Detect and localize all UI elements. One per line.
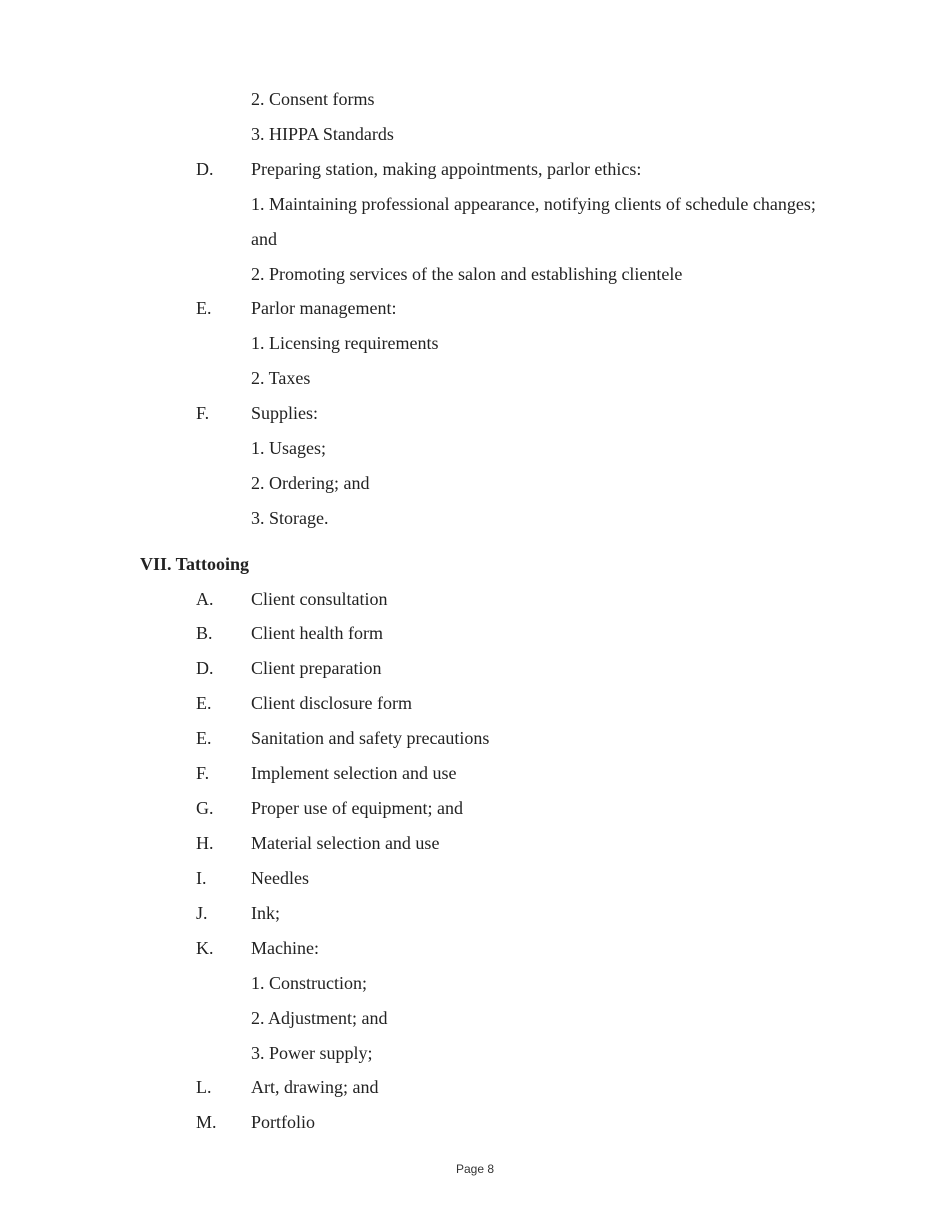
list-letter: B. [196,623,213,643]
list-letter: L. [196,1077,212,1097]
list-item: Client consultation [251,589,388,609]
list-subitem: 1. Maintaining professional appearance, notifying clients of schedule changes; [251,194,816,214]
list-letter: E. [196,693,212,713]
list-subitem: 1. Usages; [251,438,326,458]
list-letter: I. [196,868,207,888]
list-subitem: 2. Consent forms [251,89,375,109]
list-letter: K. [196,938,214,958]
list-letter: H. [196,833,214,853]
list-item: Portfolio [251,1112,316,1132]
list-subitem: 2. Promoting services of the salon and establishing clientele [251,264,683,284]
list-letter: A. [196,589,214,609]
list-letter: M. [196,1112,217,1132]
list-item: Implement selection and use [251,763,457,783]
list-item: Supplies: [251,403,319,423]
list-item: Material selection and use [251,833,440,853]
list-subitem: 3. Storage. [251,508,329,528]
list-subitem: 2. Taxes [251,368,311,388]
list-item: Proper use of equipment; and [251,798,463,818]
list-subitem: 3. Power supply; [251,1043,373,1063]
list-letter: G. [196,798,214,818]
list-item: Client disclosure form [251,693,412,713]
list-item: Client health form [251,623,383,643]
list-letter: J. [196,903,208,923]
list-subitem: 1. Licensing requirements [251,333,439,353]
page-number: Page 8 [455,1162,495,1176]
list-item: Preparing station, making appointments, parlor ethics: [251,159,642,179]
list-subitem: 2. Ordering; and [251,473,370,493]
list-item: Sanitation and safety precautions [251,728,490,748]
list-subitem: 1. Construction; [251,973,367,993]
list-letter: D. [196,159,214,179]
list-letter: F. [196,403,210,423]
list-letter: E. [196,298,212,318]
list-item: Art, drawing; and [251,1077,379,1097]
list-item: Client preparation [251,658,382,678]
section-heading: VII. Tattooing [140,554,250,574]
list-subitem: 3. HIPPA Standards [251,124,394,144]
list-letter: E. [196,728,212,748]
list-item: Machine: [251,938,319,958]
list-item: Parlor management: [251,298,397,318]
list-letter: F. [196,763,210,783]
list-item: Ink; [251,903,280,923]
list-item: Needles [251,868,309,888]
list-subitem-continuation: and [251,229,277,249]
list-subitem: 2. Adjustment; and [251,1008,388,1028]
list-letter: D. [196,658,214,678]
